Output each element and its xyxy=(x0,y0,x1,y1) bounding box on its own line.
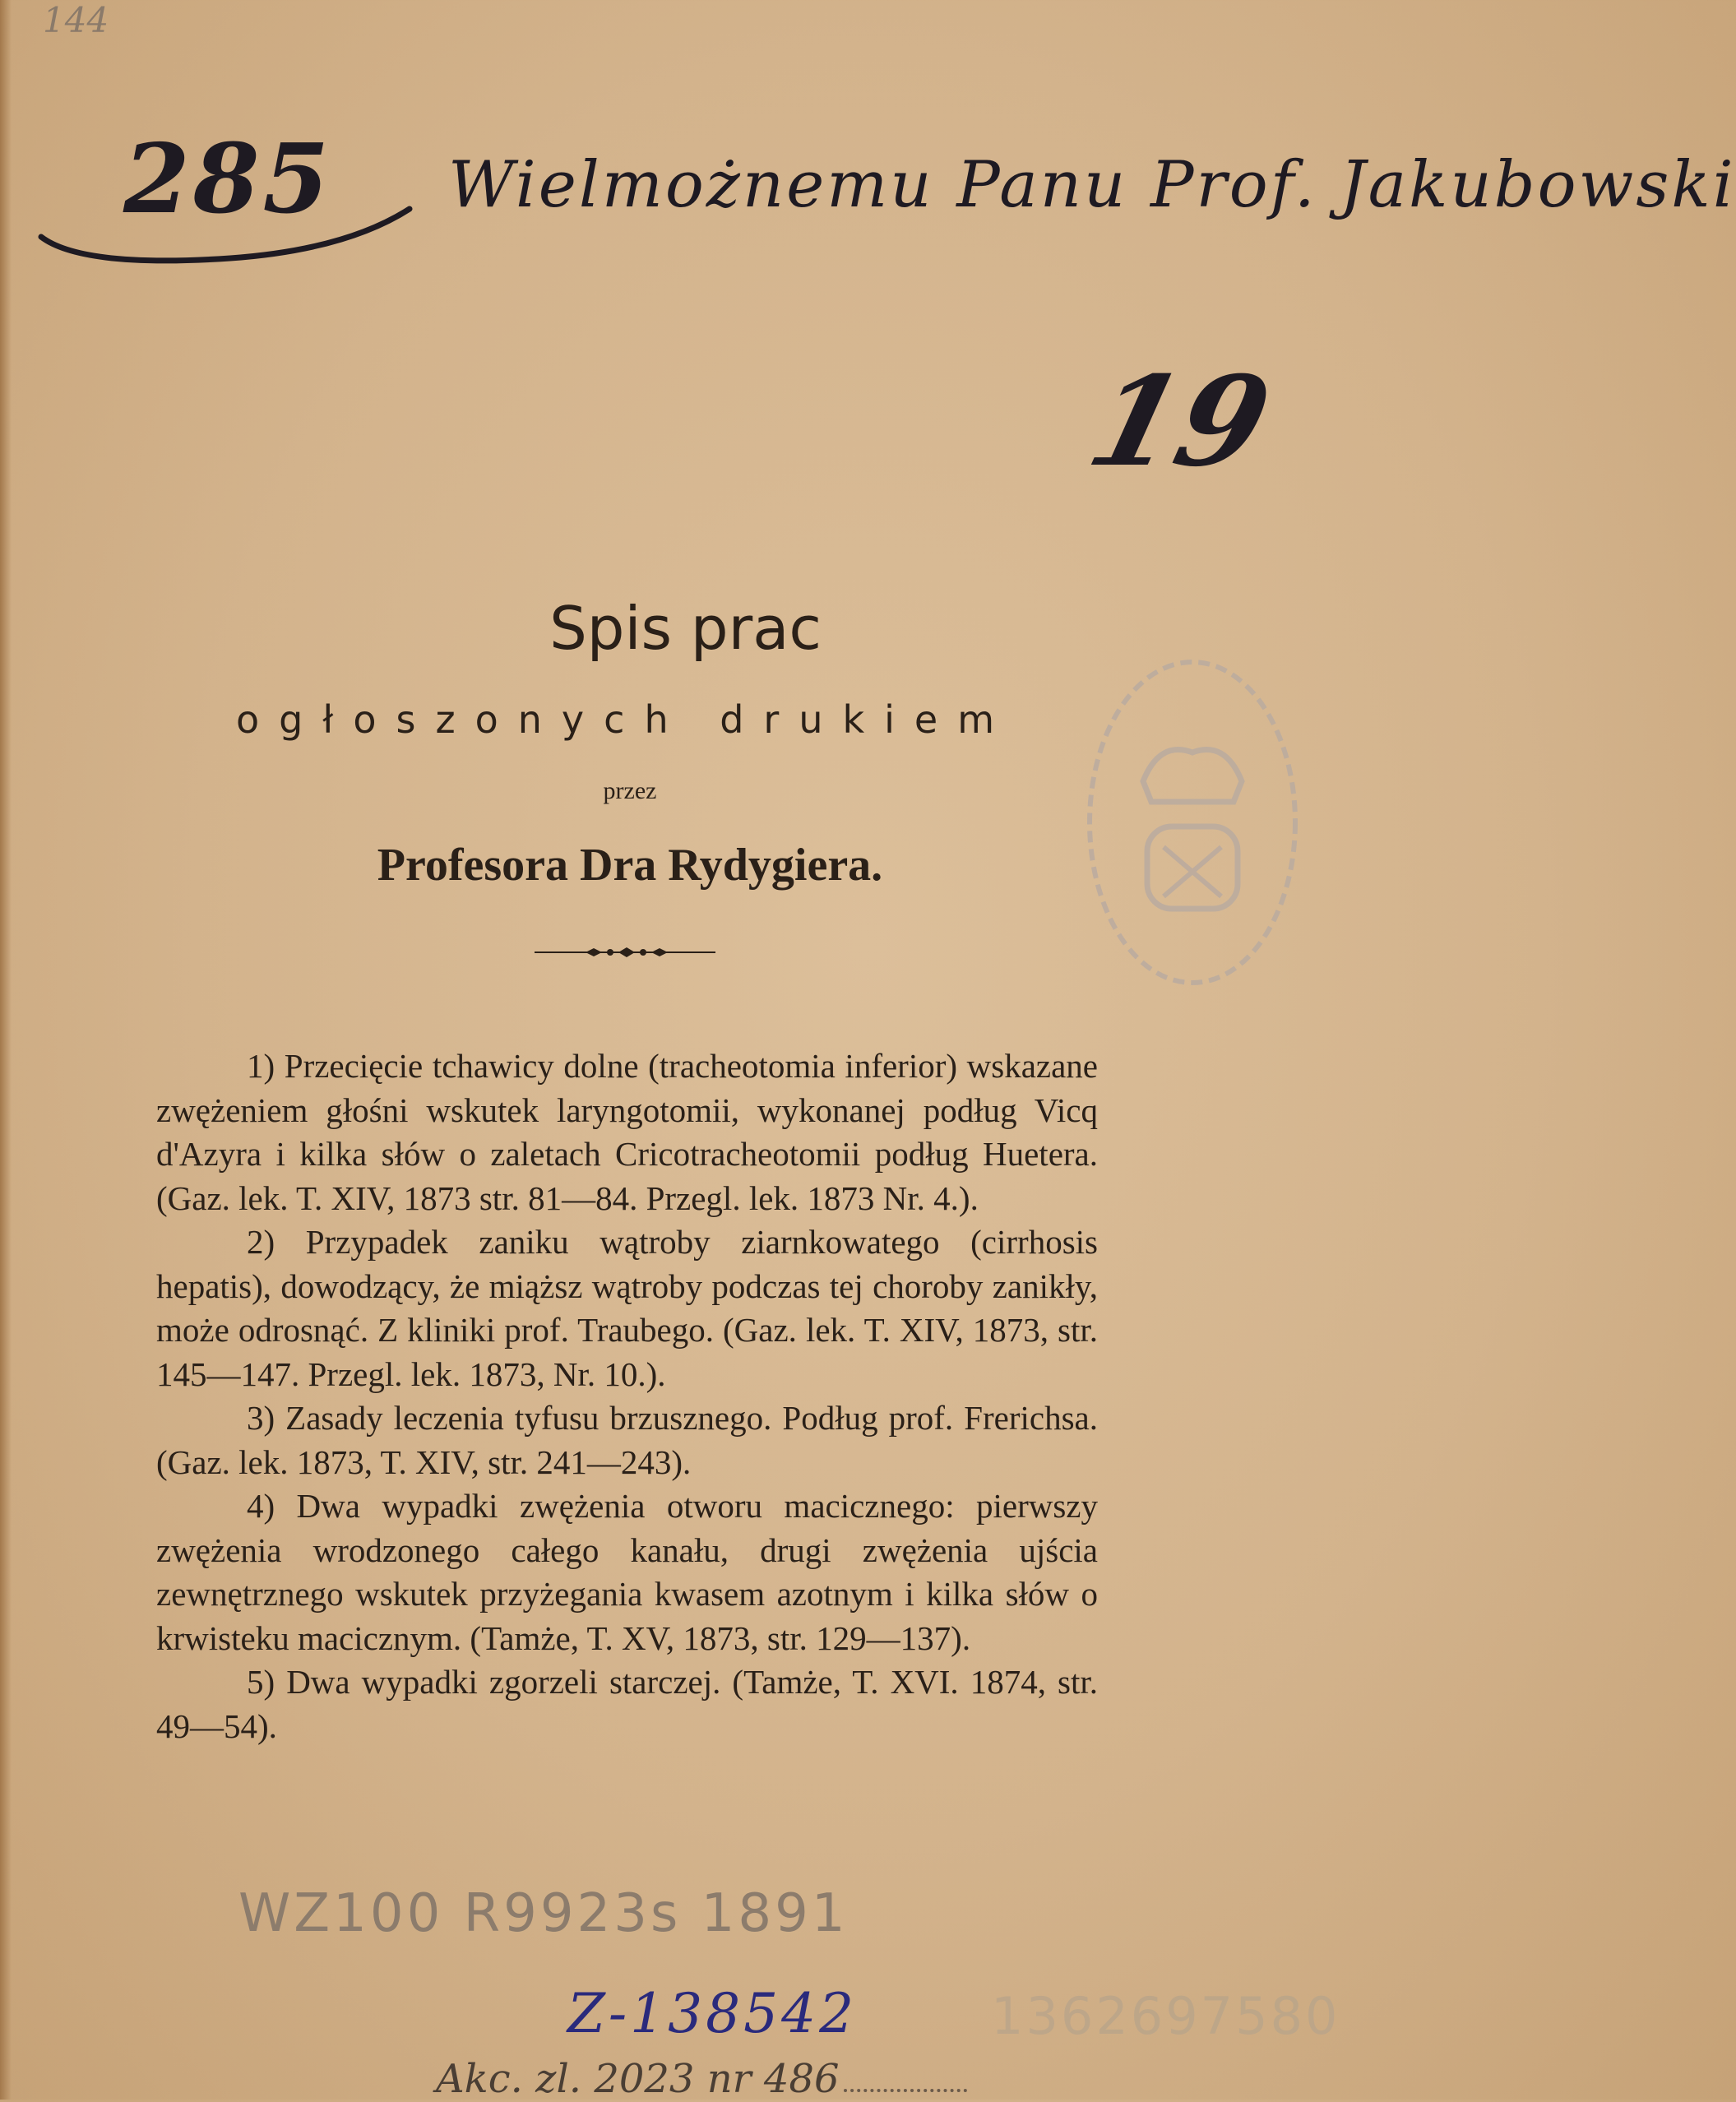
inventory-number: 285 xyxy=(123,123,333,235)
list-item: 5) Dwa wypadki zgorzeli starczej. (Tamże, T. XVI. 1874, str. 49—54). xyxy=(156,1663,1098,1745)
list-item: 4) Dwa wypadki zwężenia otworu macicznego: pierwszy zwężenia wrodzonego całego kanału, drugi zwężenia ujścia zewnętrznego wskutek przyżegania kwasem azotnym i kilka słów o krwisteku macicznym. (Tamże, T. XV, 1873, str. 129—137). xyxy=(156,1487,1098,1657)
list-item: 3) Zasady leczenia tyfusu brzusznego. Podług prof. Frerichsa. (Gaz. lek. 1873, T. XIV, str. 241—243). xyxy=(156,1399,1098,1481)
library-stamp xyxy=(1081,650,1303,995)
inventory-underline xyxy=(33,204,411,270)
handwritten-dedication: Wielmożnemu Panu Prof. Jakubowski xyxy=(448,148,1736,222)
accession-number: Z-138542 xyxy=(567,1982,858,2045)
akc-number: 486 xyxy=(763,2056,840,2102)
dotted-fill xyxy=(844,2089,967,2092)
copy-number: 19 xyxy=(1076,350,1284,494)
akc-label: Akc. zl. xyxy=(436,2056,582,2102)
author-line: Profesora Dra Rydygiera. xyxy=(377,840,883,891)
by-line: przez xyxy=(603,777,657,804)
corner-pencil-mark: 144 xyxy=(43,0,109,40)
call-number: WZ100 R9923s 1891 xyxy=(238,1883,849,1944)
list-item: 2) Przypadek zaniku wątroby ziarnkowatego (cirrhosis hepatis), dowodzący, że miąższ wątroby podczas tej choroby zanikły, może odrosnąć. Z kliniki prof. Traubego. (Gaz. lek. T. XIV, 1873, str. 145—147. Przegl. lek. 1873, Nr. 10.). xyxy=(156,1223,1098,1393)
list-item: 1) Przecięcie tchawicy dolne (tracheotomia inferior) wskazane zwężeniem głośni wskutek laryngotomii, wykonanej podług Vicq d'Azyra i kilka słów o zaletach Cricotracheotomii podług Huetera. (Gaz. lek. T. XIV, 1873 str. 81—84. Przegl. lek. 1873 Nr. 4.). xyxy=(156,1047,1098,1217)
publication-list xyxy=(156,1044,1098,1748)
accession-line xyxy=(436,2056,967,2102)
akc-nr-label: nr xyxy=(706,2056,752,2102)
subtitle: ogłoszonych drukiem xyxy=(235,697,1015,742)
page-title: Spis prac xyxy=(549,594,822,663)
page-edge xyxy=(0,0,12,2100)
akc-year: 2023 xyxy=(594,2056,695,2102)
ornament-divider xyxy=(535,944,715,961)
faded-number: 1362697580 xyxy=(991,1986,1340,2046)
